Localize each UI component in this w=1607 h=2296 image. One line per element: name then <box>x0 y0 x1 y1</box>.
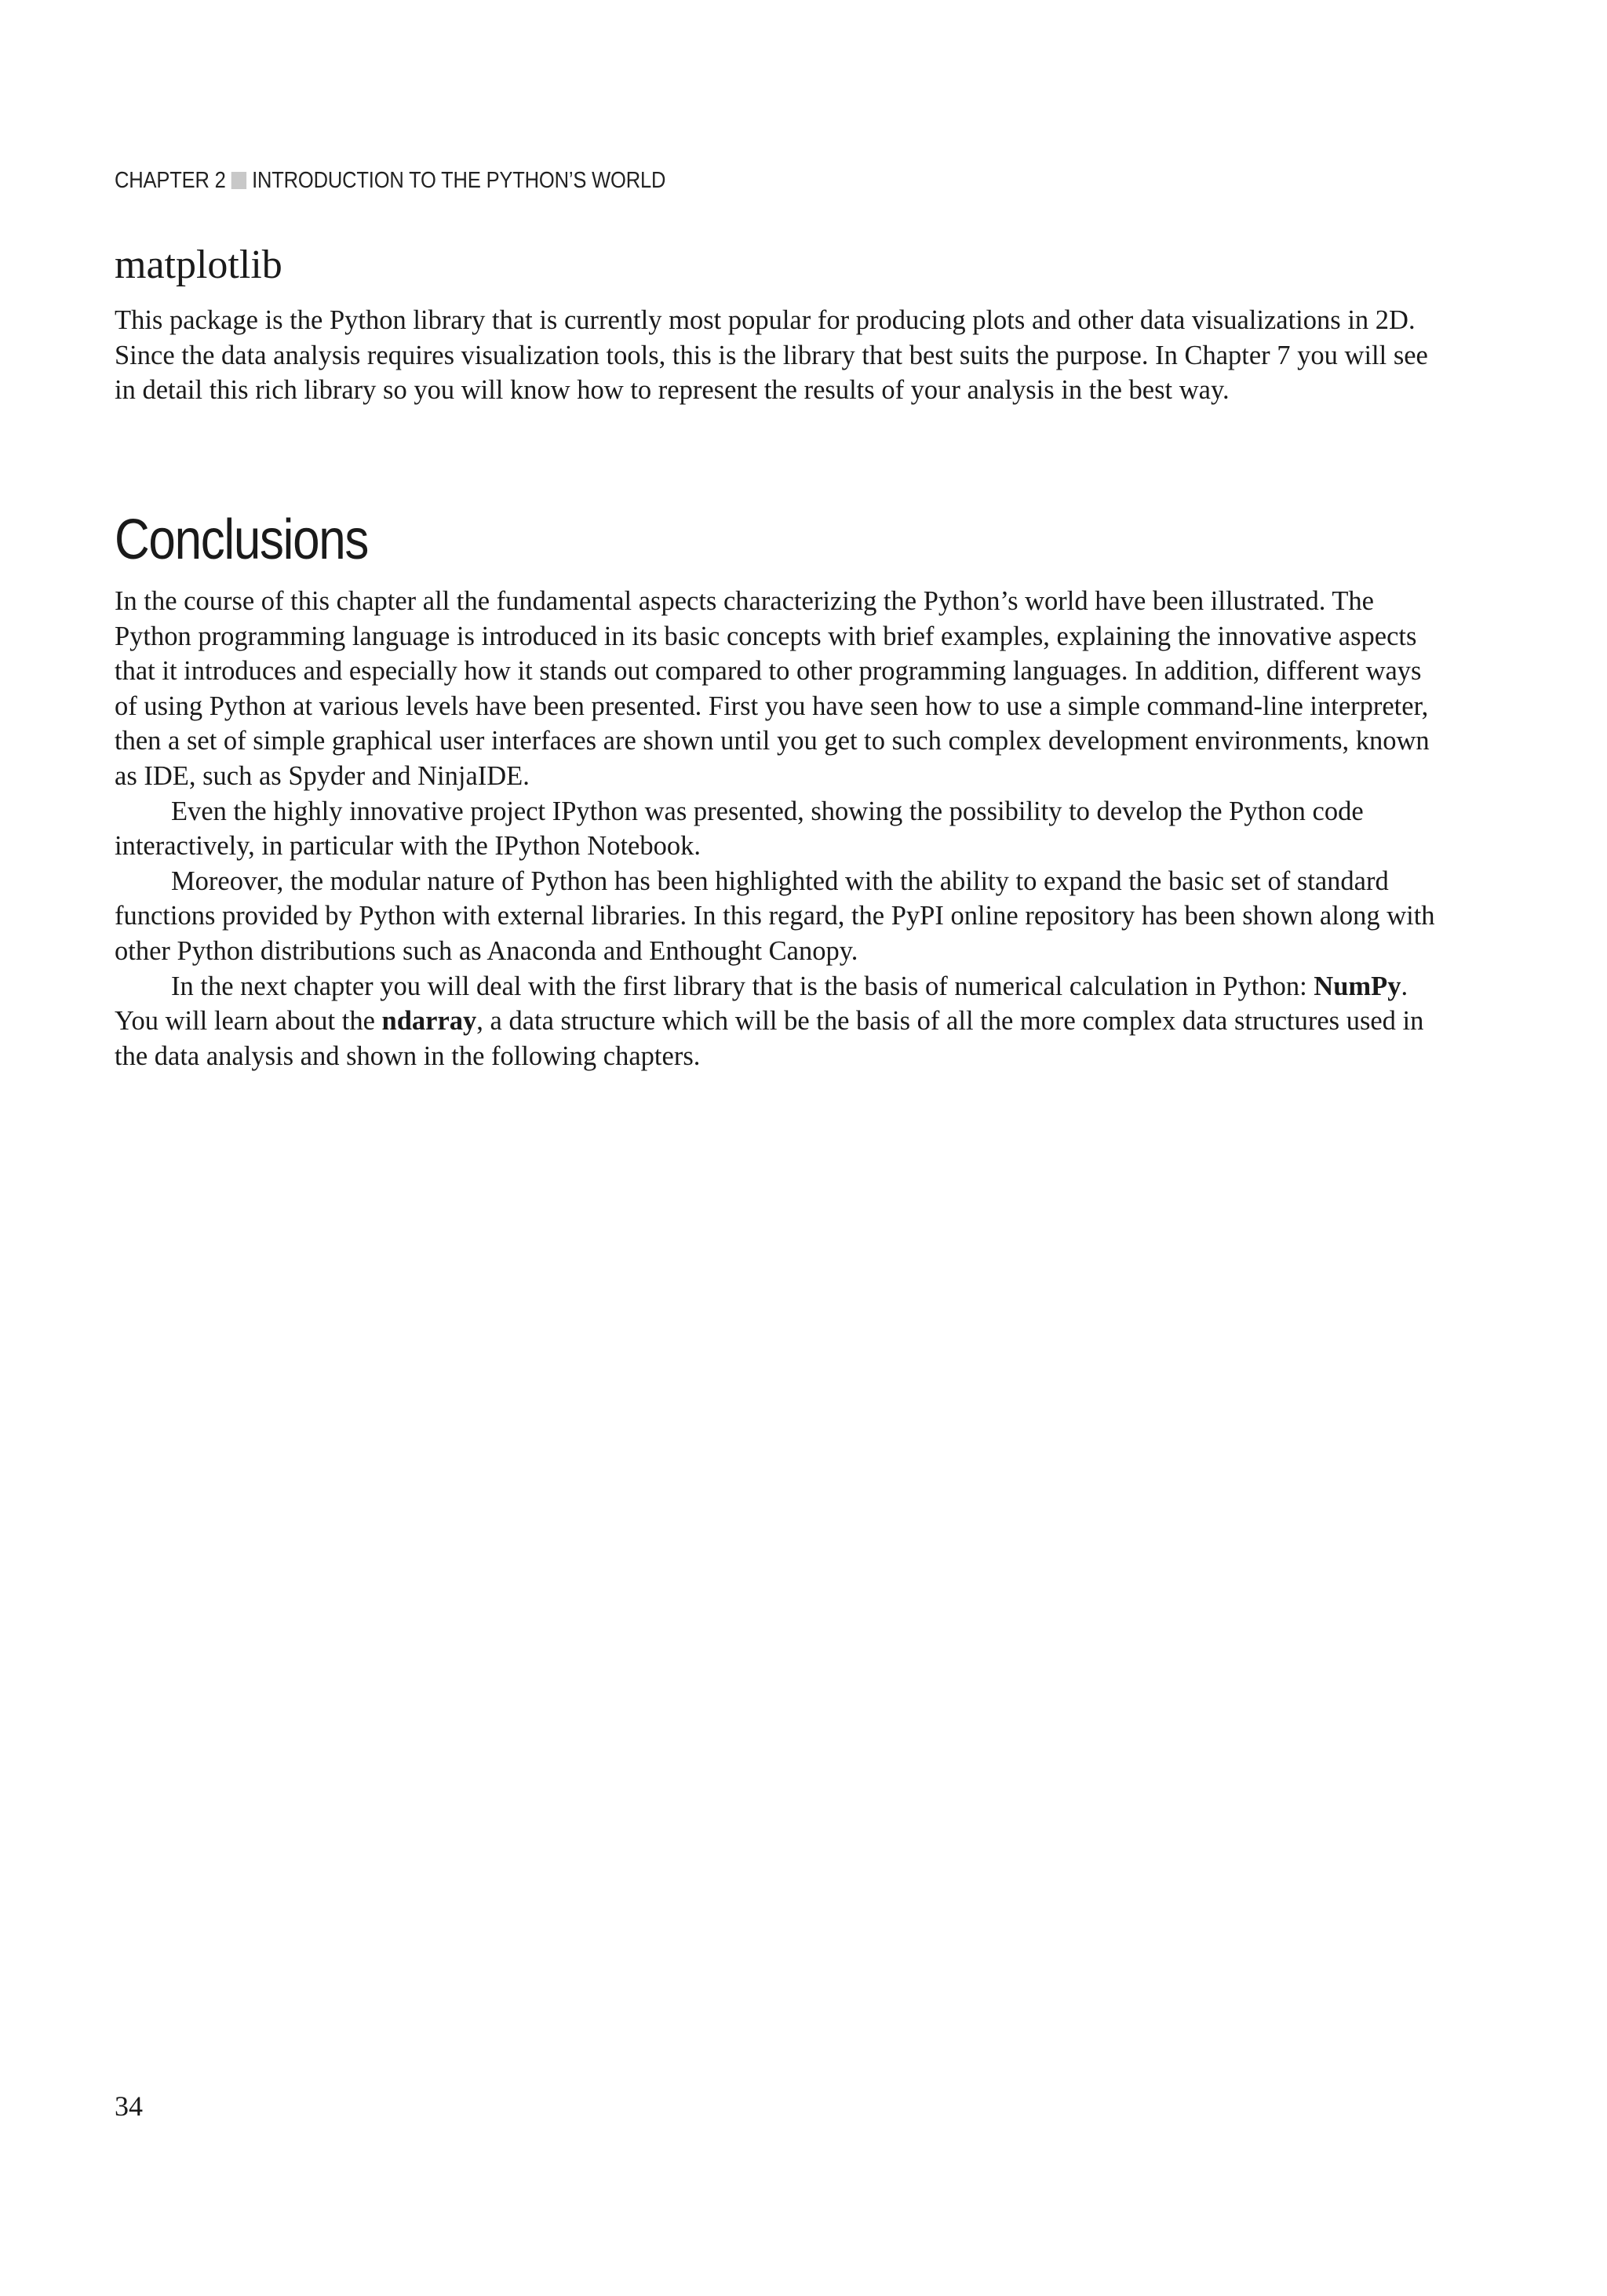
separator-square-icon <box>231 172 246 189</box>
paragraph-4-text-3: , a data structure which will be the basis of all the more complex data structures used in the data analysis and shown in the following chapters. <box>115 1006 1424 1071</box>
matplotlib-heading: matplotlib <box>115 242 282 287</box>
chapter-title: INTRODUCTION TO THE PYTHON’S WORLD <box>252 168 666 193</box>
page-number: 34 <box>115 2090 143 2122</box>
ndarray-term: ndarray <box>381 1006 477 1037</box>
paragraph-4-text-1: In the next chapter you will deal with the first library that is the basis of numerical calculation in Python: <box>171 971 1314 1001</box>
running-head <box>115 168 665 194</box>
conclusions-paragraph-3: Moreover, the modular nature of Python has been highlighted with the ability to expand the basic set of standard functions provided by Python with external libraries. In this regard, the PyPI online repository has been shown along with other Python distributions such as Anaconda and Enthought Canopy. <box>115 866 1435 966</box>
conclusions-section <box>115 508 1448 1073</box>
matplotlib-section <box>115 242 1448 408</box>
numpy-term: NumPy <box>1314 971 1401 1001</box>
chapter-label: CHAPTER 2 <box>115 168 226 193</box>
paragraph-4-text-2: . You will learn about the <box>115 971 1408 1037</box>
conclusions-paragraph-2: Even the highly innovative project IPython was presented, showing the possibility to develop the Python code interactively, in particular with the IPython Notebook. <box>115 796 1364 862</box>
matplotlib-paragraph: This package is the Python library that is currently most popular for producing plots and other data visualizations in 2D. Since the data analysis requires visualization tools, this is the library that best suits the purpose. In Chapter 7 you will see in detail this rich library so you will know how to represent the results of your analysis in the best way. <box>115 305 1428 406</box>
conclusions-heading: Conclusions <box>115 508 369 571</box>
conclusions-paragraph-1: In the course of this chapter all the fundamental aspects characterizing the Python’s world have been illustrated. The Python programming language is introduced in its basic concepts with brief examples, explaining the innovative aspects that it introduces and especially how it stands out compared to other programming languages. In addition, different ways of using Python at various levels have been presented. First you have seen how to use a simple command-line interpreter, then a set of simple graphical user interfaces are shown until you get to such complex development environments, known as IDE, such as Spyder and NinjaIDE. <box>115 586 1430 791</box>
conclusions-paragraph-4 <box>115 969 1448 1074</box>
